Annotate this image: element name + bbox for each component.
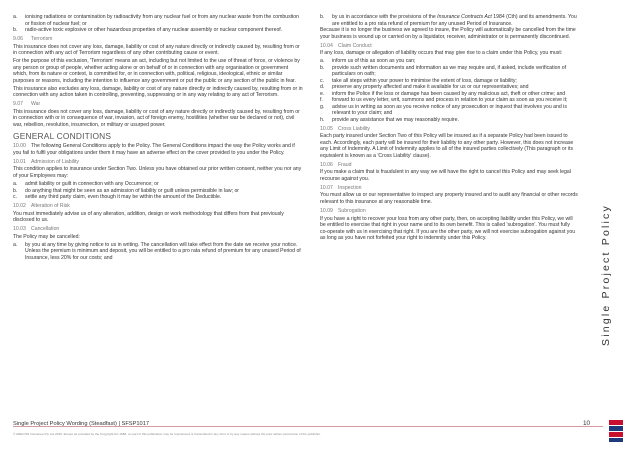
nuclear-list [13, 14, 303, 34]
list-item: c. take all steps within your power to minimise the extent of loss, damage or liability; [320, 77, 517, 84]
act-name: Insurance Contracts Act [437, 14, 492, 20]
section-number: 10.00 [13, 143, 26, 150]
list-item: a. by you at any time by giving notice to us in writing. The cancellation will take effect from the date we receive your notice. Unless the premium is minimum and deposit, you will be entitled to a pro rata refund of premium for any unused Period of Insurance, less 20% for our costs; and [13, 241, 301, 261]
section-heading-alteration: 10.02 Alteration of Risk [13, 203, 70, 210]
paragraph: Each party insured under Section Two of this Policy will be insured as if a separate Policy had been issued to each. Accordingly, each party will be insured for their liability to any other party. However, this does not increase any Limit of Indemnity. A Limit of Indemnity applies to all of the insured parties collectively (This paragraph or its equivalent is known as a 'Cross Liability' clause). [320, 133, 574, 159]
section-heading-subrogation: 10.09 Subrogation [320, 208, 366, 215]
paragraph: For the purpose of this exclusion, 'Terrorism' means an act, including but not limited to the use of threat of force, or violence by any person or group of people, whether acting alone or on behalf of or in connection with any organisation or government which, from its nature or context, is committed for, or in connection with, political, religious, ideological, ethnic or similar purposes or reasons, including the intention to influence any government or put the public or any section of the public in fear. [13, 58, 300, 84]
footer-title: Single Project Policy Wording (Steadfast) | SFSP1017 [13, 421, 150, 427]
side-title: Single Project Policy [600, 204, 612, 346]
paragraph: 10.00 The following General Conditions apply to the Policy. The General Conditions impact the way the Policy works and if you fail to fulfil your obligations under them it may have an adverse effect on the cover provided to you under the Policy. [13, 143, 295, 156]
copyright-notice: © ARECON Insurance Pty Ltd 2015. Except as provided by the Copyright Act 1968, no part of this publication may be reproduced or transmitted in any form or by any means without the prior written permission of the publisher. [13, 432, 321, 436]
footer-rule [13, 426, 603, 427]
section-heading-cross-liability: 10.05 Cross Liability [320, 125, 370, 132]
paragraph: This insurance does not cover any loss, damage, liability or cost of any nature directly or indirectly caused by, resulting from or in connection with or in consequence of war, invasion, act of foreign enemy, hostilities (whether war be declared or not), civil war, rebellion, revolution, insurrection, or military or usurped power. [13, 108, 300, 128]
list-item: a. admit liability or guilt in connection with any Occurrence; or [13, 181, 159, 188]
paragraph: If you make a claim that is fraudulent in any way we will have the right to cancel this Policy and may seek legal recourse against you. [320, 169, 571, 182]
list-item: e. inform the Police if the loss or damage has been caused by any malicious act, theft or other crime; and [320, 90, 566, 97]
list-item: c. settle any third party claim, even though it may be within the amount of the Deductible. [13, 194, 222, 201]
arecon-logo-icon [607, 418, 625, 444]
paragraph: This insurance does not cover any loss, damage, liability or cost of any nature directly or indirectly caused by, resulting from or in connection with any act of Terrorism regardless of any other contributing cause or event. [13, 43, 300, 57]
list-item: h. provide any assistance that we may reasonably require. [320, 116, 459, 123]
list-item: g. advise us in writing as soon as you receive notice of any prosecution or inquest that involves you and is relevant to your claim; and [320, 103, 567, 117]
section-heading-cancellation: 10.03 Cancellation [13, 226, 60, 233]
claim-list [320, 58, 578, 123]
paragraph: If you have a right to recover your loss from any other party, then, on accepting liability under this Policy, we will be entitled to exercise that right in your name and to its own benefit. This is called 'subrogation'. You must fully co-operate with us in exercising that right. If you are the other party, we will not exercise subrogation against you as long as you have not forfeited your right to indemnity under this Policy. [320, 215, 576, 242]
page-number: 10 [583, 420, 591, 427]
paragraph: Because it is no longer the business we agreed to insure, the Policy will automatically be cancelled from the time your business is wound up or carried on by a liquidator, receiver, administrator or is permanently discontinued. [320, 27, 576, 40]
paragraph: This insurance also excludes any loss, damage, liability or cost of any nature directly or indirectly caused by, resulting from or in connection with any action taken in controlling, preventing, suppressing or in any way relating to any act of Terrorism. [13, 85, 303, 99]
list-item: b. radio-active toxic explosive or other hazardous properties of any nuclear assembly or nuclear component thereof. [13, 27, 283, 33]
section-heading-fraud: 10.06 Fraud [320, 161, 352, 168]
paragraph: This condition applies to insurance under Section Two. Unless you have obtained our prior written consent, neither you nor any of your Employees may: [13, 166, 302, 179]
paragraph: If any loss, damage or allegation of liability occurs that may give rise to a claim under this Policy, you must: [320, 50, 563, 57]
general-conditions-heading: GENERAL CONDITIONS [13, 131, 112, 142]
section-heading-claim-conduct: 10.04 Claim Conduct [320, 42, 372, 49]
right-column [320, 14, 578, 243]
list-item: f. forward to us every letter, writ, summons and process in relation to your claim as soon as you receive it; [320, 97, 568, 104]
list-item: d. preserve any property affected and make it available for us or our representatives; and [320, 84, 529, 91]
paragraph: You must allow us or our representative to inspect any property insured and to audit any financial or other records relevant to this insurance at any reasonable time. [320, 192, 578, 205]
list-item: a. inform us of this as soon as you can; [320, 58, 416, 65]
list-item: b. by us in accordance with the provisions of the Insurance Contracts Act 1984 (Cth) and its amendments. You are entitled to a pro rata refund of premium for any unused Period of Insurance. [320, 14, 577, 27]
paragraph: You must immediately advise us of any alteration, addition, design or work methodology that differs from that previously disclosed to us. [13, 210, 284, 224]
section-heading-terrorism: 9.06 Terrorism [13, 36, 53, 43]
list-item: b. provide such written documents and information as we may require and, if asked, include verification of particulars on oath; [320, 64, 567, 78]
admission-list [13, 181, 303, 201]
list-item: a. ionising radiations or contamination by radioactivity from any nuclear fuel or from any nuclear waste from the combustion or fission of nuclear fuel; or [13, 14, 300, 27]
list-item: b. do anything that might be seen as an admission of liability or guilt unless permissible in law; or [13, 187, 240, 194]
left-column [13, 14, 303, 261]
section-heading-war: 9.07 War [13, 101, 41, 108]
section-heading-admission: 10.01 Admission of Liability [13, 158, 80, 165]
section-heading-inspection: 10.07 Inspection [320, 184, 362, 191]
paragraph: The Policy may be cancelled: [13, 233, 80, 240]
